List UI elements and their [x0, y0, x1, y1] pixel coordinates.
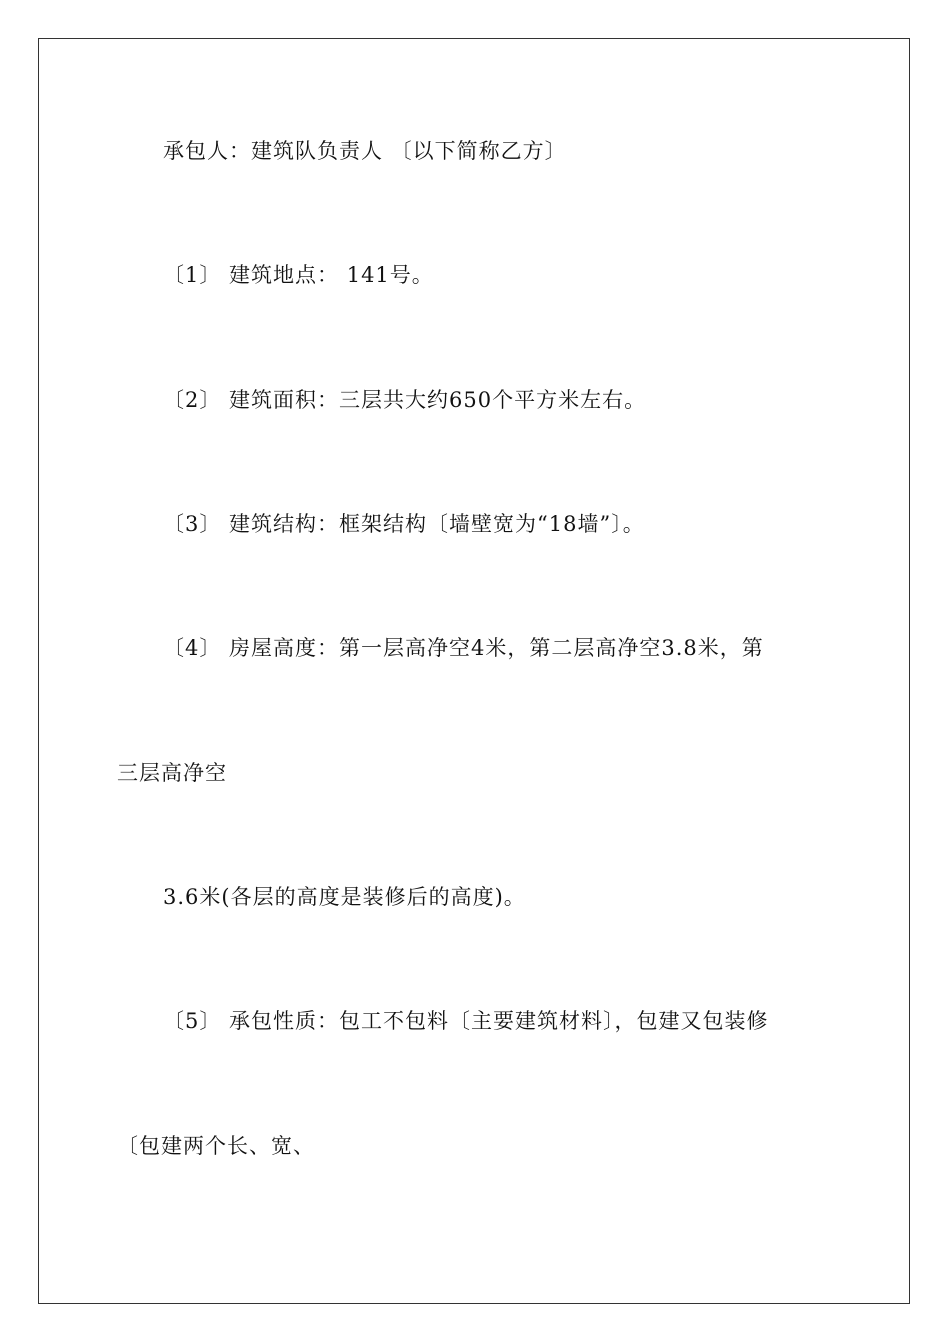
item-4-continuation-2: 3.6米(各层的高度是装修后的高度)。 [163, 885, 526, 909]
item-1-building-location: 〔1〕 建筑地点： 141号。 [163, 263, 434, 287]
item-3-building-structure: 〔3〕 建筑结构：框架结构〔墙壁宽为“18墙”〕。 [163, 512, 645, 536]
item-5-continuation: 〔包建两个长、宽、 [117, 1134, 315, 1158]
item-2-building-area: 〔2〕 建筑面积：三层共大约650个平方米左右。 [163, 388, 647, 412]
contractor-line: 承包人：建筑队负责人 〔以下简称乙方〕 [163, 139, 567, 163]
item-5-contract-nature: 〔5〕 承包性质：包工不包料〔主要建筑材料〕，包建又包装修 [163, 1009, 769, 1033]
item-4-continuation: 三层高净空 [117, 761, 227, 785]
page-frame [38, 38, 910, 1304]
item-4-house-height: 〔4〕 房屋高度：第一层高净空4米，第二层高净空3.8米，第 [163, 636, 764, 660]
